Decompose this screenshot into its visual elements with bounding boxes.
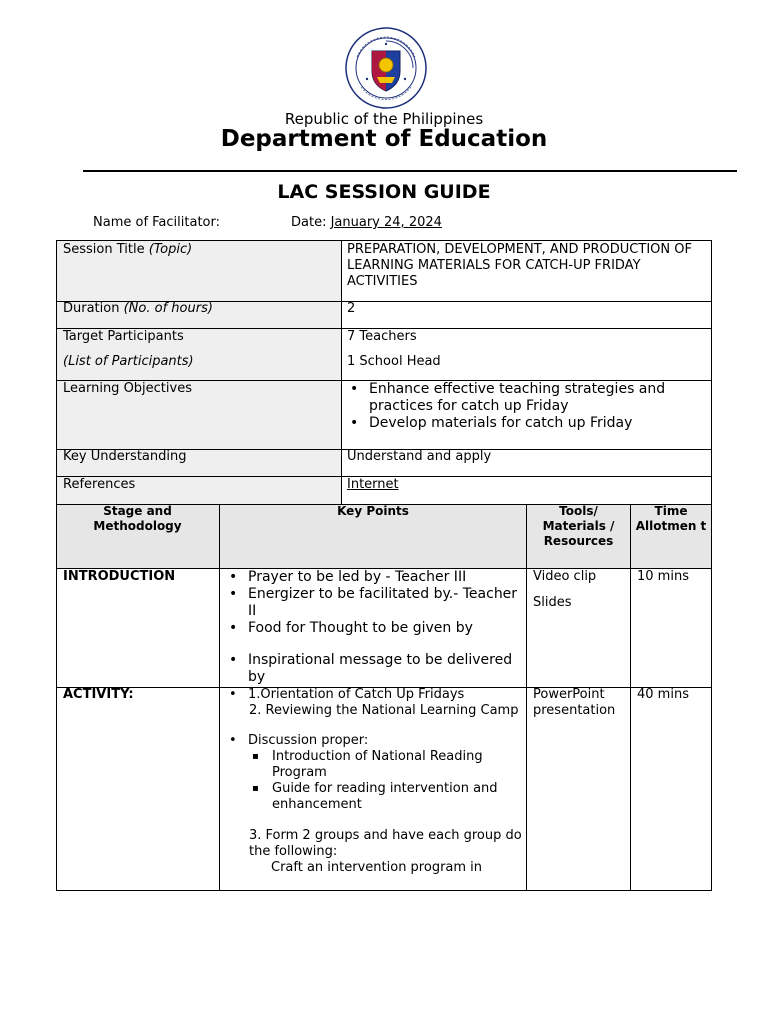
intro-stage: INTRODUCTION [63, 569, 176, 584]
intro-points-list [226, 569, 522, 686]
references-label: References [63, 477, 136, 492]
header-tools: Tools/ Materials / Resources [542, 504, 615, 548]
activity-point-orientation: • 1.Orientation of Catch Up Fridays [226, 687, 522, 703]
department-heading: Department of Education [220, 126, 548, 152]
deped-seal-logo [345, 27, 427, 109]
header-stage: Stage and Methodology [93, 504, 182, 533]
republic-heading: Republic of the Philippines [284, 110, 484, 128]
activity-stage-cell [56, 687, 220, 891]
activity-stage: ACTIVITY: [63, 687, 134, 702]
session-title-label: Session Title (Topic) [63, 242, 193, 257]
session-title-value: PREPARATION, DEVELOPMENT, AND PRODUCTION OF LEARNING MATERIALS FOR CATCH-UP FRIDAY ACTIVITIES [347, 242, 692, 289]
activity-subpoints-list [226, 749, 522, 813]
activity-point-groups-cont: Craft an intervention program in [271, 860, 483, 875]
header-time: Time Allotmen t [635, 504, 707, 533]
intro-point: • Inspirational message to be delivered by [226, 652, 522, 686]
target-label: Target Participants [63, 329, 184, 344]
activity-points [226, 687, 522, 876]
activity-point-review: 2. Reviewing the National Learning Camp [249, 703, 519, 718]
duration-label: Duration (No. of hours) [63, 301, 213, 316]
target-value-teachers: 7 Teachers [347, 329, 417, 344]
activity-time: 40 mins [637, 687, 689, 702]
header-divider [83, 170, 737, 172]
intro-time-cell [630, 568, 712, 688]
duration-value: 2 [347, 301, 356, 316]
objectives-list [347, 381, 707, 432]
intro-point: • Energizer to be facilitated by.- Teacher II [226, 586, 522, 620]
activity-subpoint: ▪ Introduction of National Reading Program [226, 749, 522, 781]
objectives-label: Learning Objectives [63, 381, 192, 396]
target-hint: (List of Participants) [63, 354, 194, 369]
intro-point: • Prayer to be led by - Teacher III [226, 569, 522, 586]
activity-point-groups: 3. Form 2 groups and have each group do the following: [249, 828, 522, 859]
activity-time-cell [630, 687, 712, 891]
intro-tools-cell [526, 568, 631, 688]
activity-discussion-list [226, 733, 522, 749]
facilitator-label: Name of Facilitator: [93, 215, 220, 230]
activity-subpoint: ▪ Guide for reading intervention and enhancement [226, 781, 522, 813]
guide-title: LAC SESSION GUIDE [277, 181, 491, 203]
intro-point: • Food for Thought to be given by [226, 620, 522, 637]
duration-value-cell [341, 301, 712, 329]
date-label: Date: [291, 215, 327, 230]
intro-stage-cell [56, 568, 220, 688]
key-understanding-value: Understand and apply [347, 449, 492, 464]
objective-item: • Enhance effective teaching strategies and practices for catch up Friday [347, 381, 707, 415]
header-key-points: Key Points [337, 504, 409, 518]
activity-points-list [226, 687, 522, 703]
date-field [291, 215, 442, 230]
intro-tool-slides: Slides [533, 595, 572, 610]
objective-item: • Develop materials for catch up Friday [347, 415, 707, 432]
key-understanding-label: Key Understanding [63, 449, 187, 464]
activity-tool: PowerPoint presentation [533, 687, 616, 718]
intro-time: 10 mins [637, 569, 689, 584]
target-value-head: 1 School Head [347, 354, 441, 369]
activity-discussion: • Discussion proper: [226, 733, 522, 749]
references-link[interactable]: Internet [347, 477, 399, 492]
intro-tool-video: Video clip [533, 569, 597, 584]
date-value: January 24, 2024 [330, 215, 442, 230]
